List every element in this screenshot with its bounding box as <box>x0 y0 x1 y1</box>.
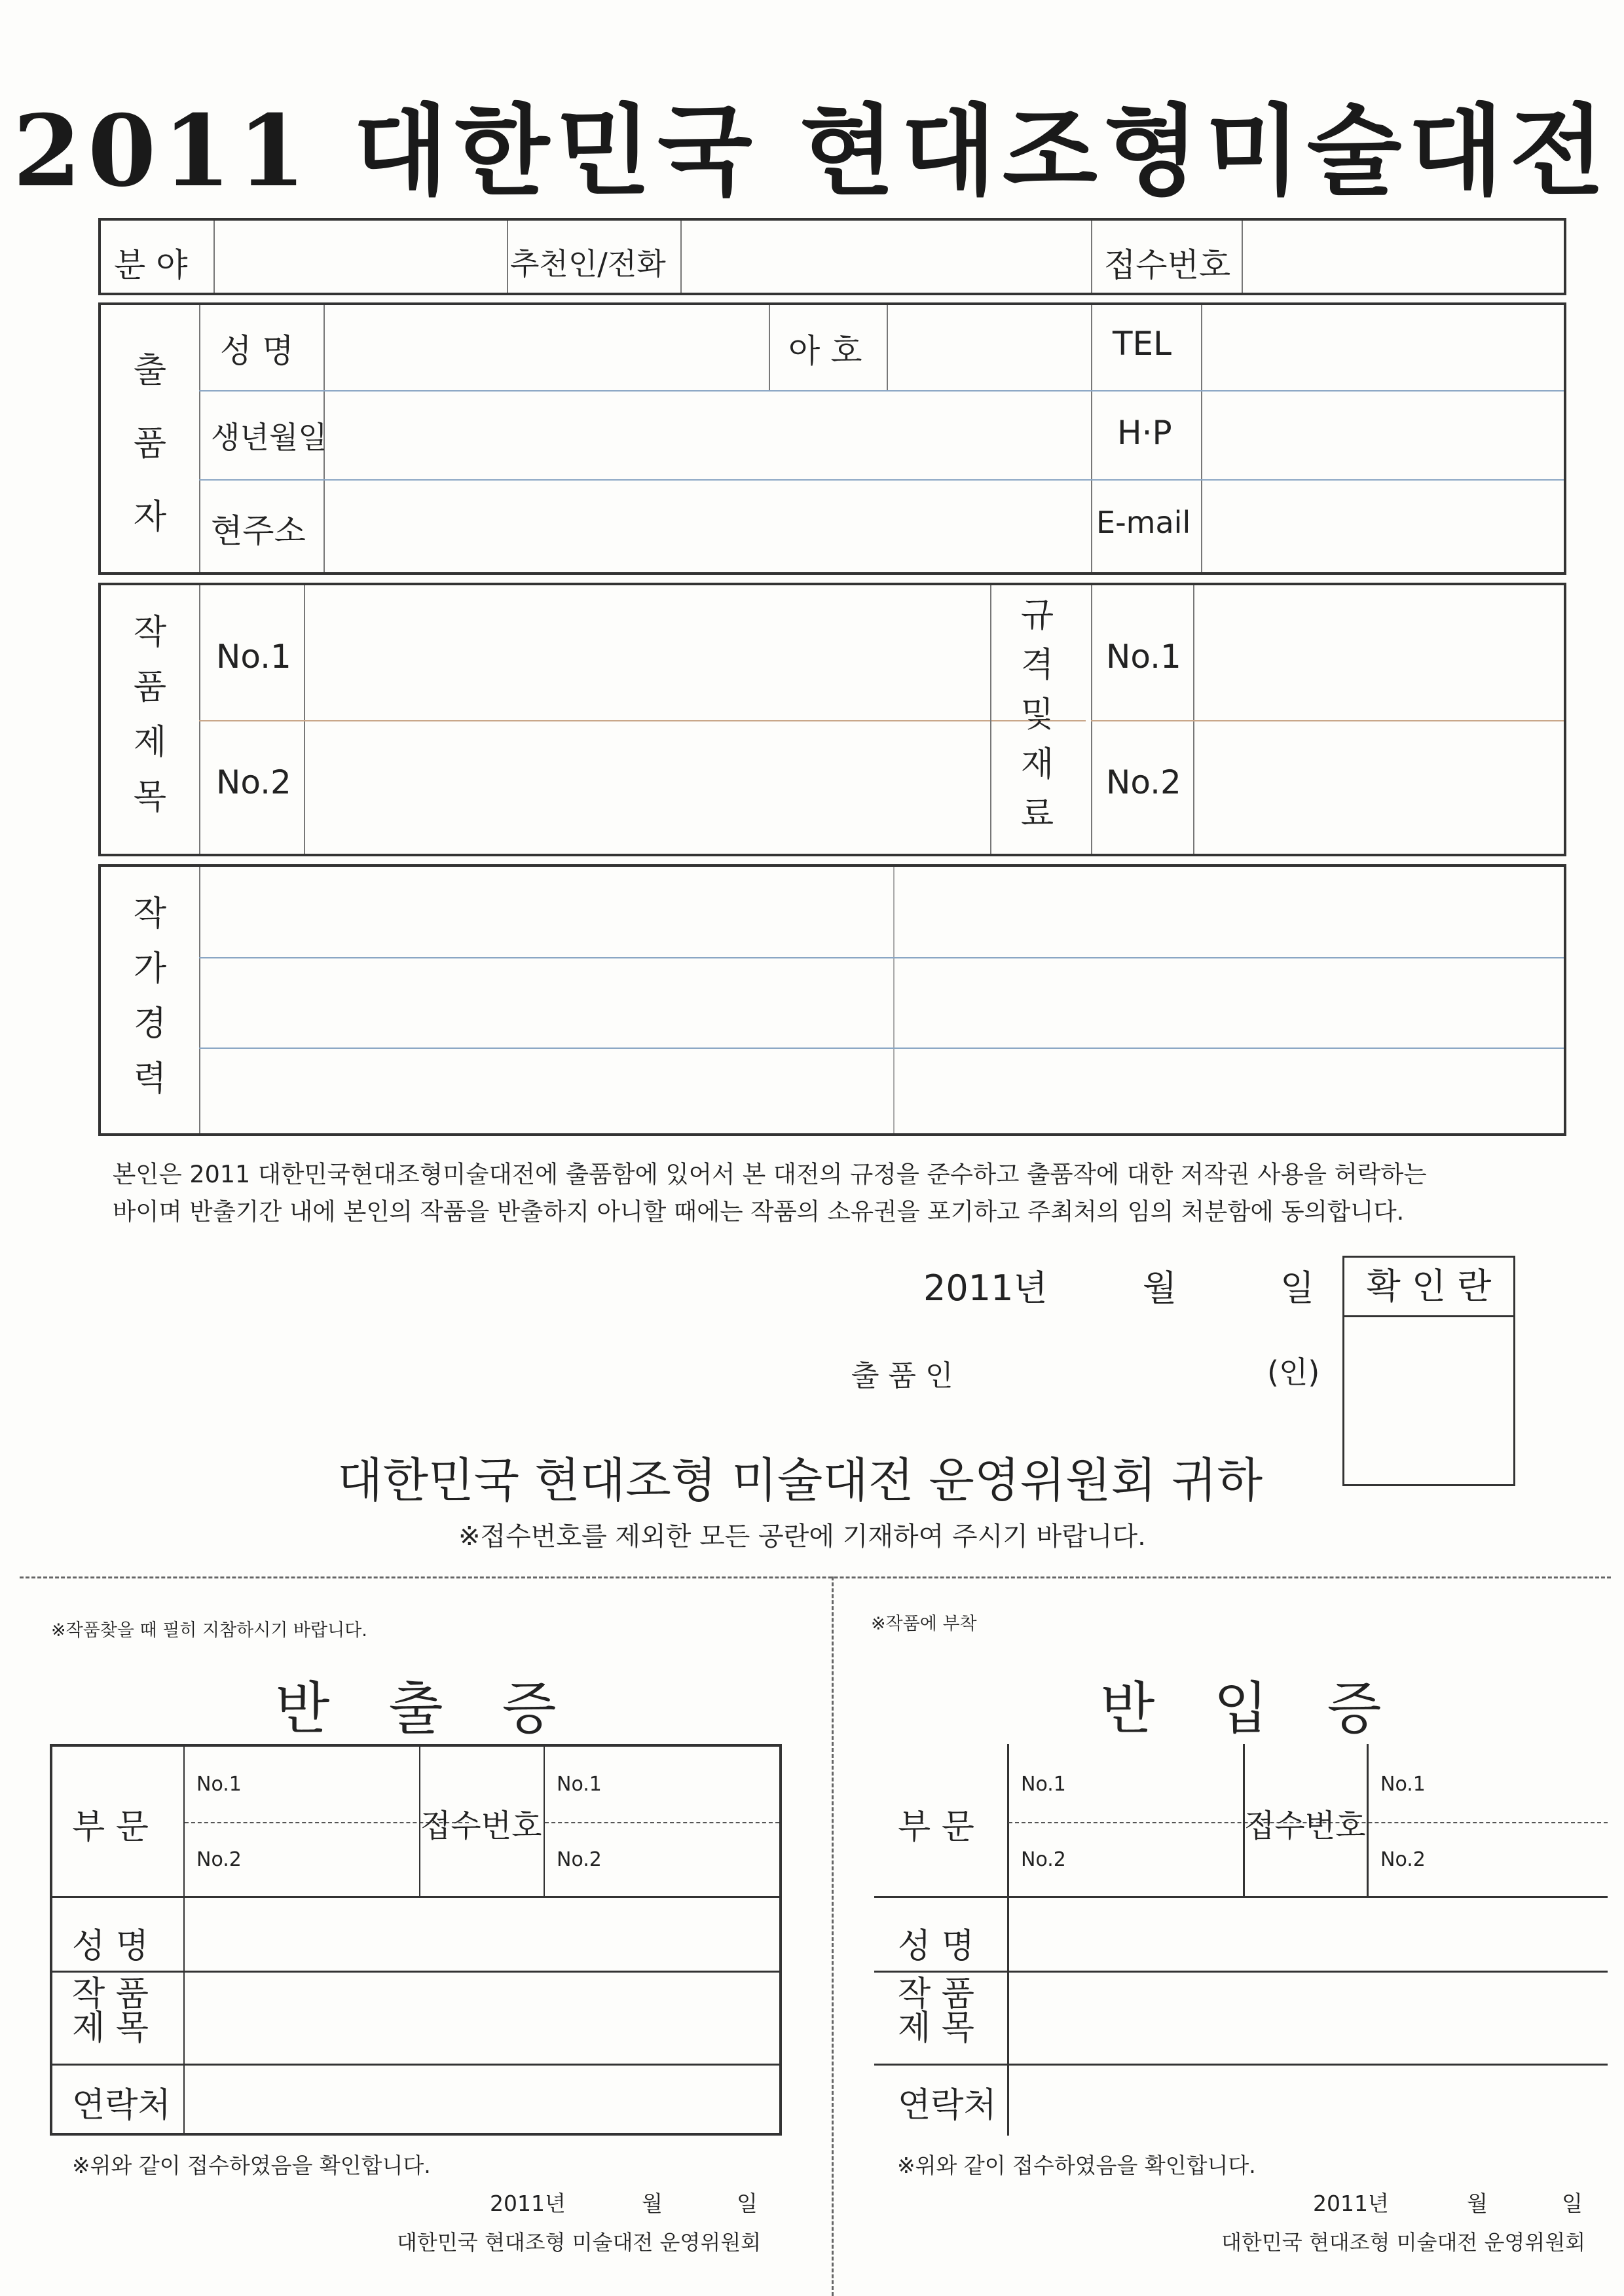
intake-section-label: 부 문 <box>898 1808 974 1847</box>
pen-name-input[interactable] <box>888 305 1091 390</box>
release-section-label: 부 문 <box>72 1808 149 1847</box>
field-label: 분 야 <box>114 246 188 284</box>
agreement-line-1: 본인은 2011 대한민국현대조형미술대전에 출품함에 있어서 본 대전의 규정을 준수하고 출품작에 대한 저작권 사용을 허락하는 <box>113 1160 1427 1188</box>
confirm-box[interactable] <box>1342 1256 1515 1486</box>
career-line-1b[interactable] <box>895 867 1564 956</box>
works-section-label: 작 품 제 목 <box>133 613 167 817</box>
intake-title: 반입증 <box>1100 1676 1441 1741</box>
applicant-section <box>98 302 1566 575</box>
career-line-2a[interactable] <box>200 958 892 1046</box>
confirm-label: 확 인 란 <box>1344 1258 1513 1317</box>
career-section <box>98 864 1566 1136</box>
signer-label: 출 품 인 <box>851 1359 953 1393</box>
name-input[interactable] <box>325 305 767 390</box>
intake-org: 대한민국 현대조형 미술대전 운영위원회 <box>1221 2230 1586 2255</box>
intake-receipt-no1: No.1 <box>1380 1773 1426 1796</box>
cut-line-vertical <box>832 1576 834 2296</box>
tel-label: TEL <box>1113 325 1172 363</box>
release-confirm-text: ※위와 같이 접수하였음을 확인합니다. <box>72 2153 431 2178</box>
career-line-3a[interactable] <box>200 1049 892 1133</box>
intake-receipt-label: 접수번호 <box>1244 1808 1366 1844</box>
cut-line-horizontal <box>20 1576 1611 1578</box>
intake-note: ※작품에 부착 <box>871 1614 977 1634</box>
spec-no2-input[interactable] <box>1194 721 1564 854</box>
release-receipt-no1: No.1 <box>557 1773 602 1796</box>
career-line-1a[interactable] <box>200 867 892 956</box>
recommender-label: 추천인/전화 <box>510 246 666 282</box>
intake-no1: No.1 <box>1021 1773 1066 1796</box>
header-row <box>98 218 1566 295</box>
date-month: 월 <box>1143 1267 1177 1309</box>
receipt-number-input[interactable] <box>1243 221 1564 293</box>
tel-input[interactable] <box>1202 305 1564 390</box>
hp-input[interactable] <box>1202 392 1564 479</box>
intake-work-label-2: 제 목 <box>898 2009 974 2048</box>
intake-name-input[interactable] <box>1009 1898 1608 1969</box>
release-contact-label: 연락처 <box>72 2086 171 2125</box>
intake-contact-label: 연락처 <box>898 2086 997 2125</box>
birth-date-input[interactable] <box>325 392 1090 479</box>
release-no2: No.2 <box>196 1848 242 1871</box>
name-label: 성 명 <box>220 332 294 370</box>
release-receipt-no2: No.2 <box>557 1848 602 1871</box>
release-work-label-2: 제 목 <box>72 2009 149 2048</box>
spec-no2-label: No.2 <box>1106 763 1181 801</box>
pen-name-label: 아 호 <box>788 332 862 370</box>
email-input[interactable] <box>1202 481 1564 572</box>
release-no1: No.1 <box>196 1773 242 1796</box>
release-org: 대한민국 현대조형 미술대전 운영위원회 <box>397 2230 762 2255</box>
birth-date-label: 생년월일 <box>211 420 327 455</box>
receipt-number-label: 접수번호 <box>1104 246 1231 284</box>
intake-confirm-text: ※위와 같이 접수하였음을 확인합니다. <box>897 2153 1256 2178</box>
hp-label: H·P <box>1117 414 1172 452</box>
intake-contact-input[interactable] <box>1009 2066 1608 2136</box>
release-work-label-1: 작 품 <box>72 1975 149 2014</box>
intake-month: 월 <box>1467 2191 1488 2216</box>
work-title-no2-input[interactable] <box>305 721 986 854</box>
release-year: 2011년 <box>490 2191 566 2216</box>
intake-no2: No.2 <box>1021 1848 1066 1871</box>
page-title: 2011 대한민국 현대조형미술대전 <box>12 94 1612 209</box>
release-month: 월 <box>642 2191 663 2216</box>
email-label: E-mail <box>1096 505 1191 540</box>
work-title-no1-input[interactable] <box>305 585 986 720</box>
address-label: 현주소 <box>211 512 306 550</box>
career-line-2b[interactable] <box>895 958 1564 1046</box>
date-year: 2011년 <box>923 1267 1048 1309</box>
intake-slip <box>874 1744 1608 2136</box>
address-input[interactable] <box>325 481 1090 572</box>
works-section <box>98 583 1566 856</box>
agreement-line-2: 바이며 반출기간 내에 본인의 작품을 반출하지 아니할 때에는 작품의 소유권을 포기하고 주최처의 임의 처분함에 동의합니다. <box>113 1197 1405 1226</box>
work-no1-label: No.1 <box>216 638 291 676</box>
spec-no1-input[interactable] <box>1194 585 1564 720</box>
spec-material-label: 규 격 및 재 료 <box>1020 596 1054 834</box>
release-day: 일 <box>737 2191 758 2216</box>
applicant-section-label: 출 품 자 <box>133 351 167 537</box>
release-name-label: 성 명 <box>72 1927 149 1966</box>
release-contact-input[interactable] <box>185 2066 779 2133</box>
release-slip <box>50 1744 782 2136</box>
intake-work-label-1: 작 품 <box>898 1975 974 2014</box>
signer-seal: (인) <box>1267 1355 1320 1390</box>
release-note: ※작품찾을 때 필히 지참하시기 바랍니다. <box>51 1620 367 1641</box>
intake-name-label: 성 명 <box>898 1927 974 1966</box>
intake-receipt-no2: No.2 <box>1380 1848 1426 1871</box>
release-name-input[interactable] <box>185 1898 779 1969</box>
intake-day: 일 <box>1562 2191 1583 2216</box>
spec-no1-label: No.1 <box>1106 638 1181 676</box>
intake-year: 2011년 <box>1313 2191 1389 2216</box>
career-line-3b[interactable] <box>895 1049 1564 1133</box>
intake-work-input[interactable] <box>1009 1973 1608 2062</box>
instruction-note: ※접수번호를 제외한 모든 공란에 기재하여 주시기 바랍니다. <box>458 1522 1146 1552</box>
work-no2-label: No.2 <box>216 763 291 801</box>
career-section-label: 작 가 경 력 <box>133 894 167 1099</box>
release-work-input[interactable] <box>185 1973 779 2062</box>
release-title: 반출증 <box>275 1676 616 1741</box>
date-day: 일 <box>1280 1267 1315 1309</box>
addressee: 대한민국 현대조형 미술대전 운영위원회 귀하 <box>337 1453 1263 1508</box>
release-receipt-label: 접수번호 <box>420 1808 542 1844</box>
